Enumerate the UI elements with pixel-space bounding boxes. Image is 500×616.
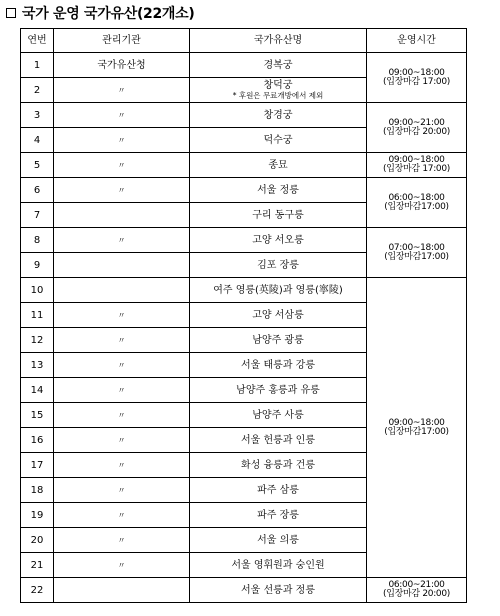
heritage-name-text: 고양 서오릉 [252,234,304,246]
row-number: 6 [21,178,54,203]
col-header-manager: 관리기관 [54,29,190,53]
heritage-note: * 후원은 무료개방에서 제외 [232,91,324,100]
heritage-name [190,478,367,503]
heritage-name [190,278,367,303]
row-number: 22 [21,578,54,603]
hours-last-entry: (입장마감17:00) [384,201,449,212]
heritage-name-text: 서울 영휘원과 숭인원 [231,559,325,571]
row-number: 15 [21,403,54,428]
table-header-row [21,29,467,53]
heritage-name [190,128,367,153]
row-number: 14 [21,378,54,403]
heritage-name-text: 남양주 광릉 [252,334,304,346]
hours-time: 09:00~18:00 [388,417,445,428]
heritage-name [190,403,367,428]
operating-hours [367,278,467,578]
managing-agency: 〃 [54,178,190,203]
hours-time: 06:00~18:00 [388,192,445,203]
hours-time: 09:00~18:00 [388,155,445,165]
managing-agency [54,203,190,228]
row-number: 10 [21,278,54,303]
heritage-name [190,503,367,528]
heritage-name [190,328,367,353]
row-number: 18 [21,478,54,503]
heritage-name-text: 종묘 [268,159,288,171]
managing-agency: 〃 [54,528,190,553]
heritage-name-text: 서울 헌릉과 인릉 [241,434,315,446]
heritage-name [190,428,367,453]
table-row [21,153,467,178]
heritage-name [190,353,367,378]
heritage-name-text: 서울 정릉 [257,184,299,196]
managing-agency: 〃 [54,128,190,153]
hours-time: 09:00~18:00 [388,67,445,78]
heritage-name [190,53,367,78]
row-number: 13 [21,353,54,378]
hours-last-entry: (입장마감 17:00) [383,76,450,87]
hours-last-entry: (입장마감17:00) [384,251,449,262]
col-header-no: 연번 [21,29,54,53]
heritage-name [190,578,367,603]
heritage-name [190,303,367,328]
hours-time: 06:00~21:00 [388,580,445,590]
checkbox-square-icon [6,8,16,18]
managing-agency [54,278,190,303]
table-row [21,578,467,603]
row-number: 2 [21,78,54,103]
table-body [21,53,467,603]
operating-hours [367,53,467,103]
row-number: 4 [21,128,54,153]
row-number: 3 [21,103,54,128]
hours-last-entry: (입장마감 17:00) [383,164,450,174]
row-number: 1 [21,53,54,78]
heritage-name [190,153,367,178]
row-number: 17 [21,453,54,478]
managing-agency: 〃 [54,103,190,128]
managing-agency: 〃 [54,228,190,253]
heritage-name-text: 서울 태릉과 강릉 [241,359,315,371]
managing-agency: 〃 [54,353,190,378]
heritage-name-text: 남양주 홍릉과 유릉 [236,384,320,396]
operating-hours [367,578,467,603]
heritage-name-text: 고양 서삼릉 [252,309,304,321]
managing-agency: 〃 [54,453,190,478]
operating-hours [367,228,467,278]
heading-text: 국가 운영 국가유산(22개소) [22,6,195,22]
row-number: 11 [21,303,54,328]
section-heading [6,3,194,23]
managing-agency: 〃 [54,428,190,453]
heritage-name-text: 파주 장릉 [257,509,299,521]
col-header-hours: 운영시간 [367,29,467,53]
heritage-name-text: 화성 융릉과 건릉 [241,459,315,471]
heritage-name [190,78,367,103]
hours-last-entry: (입장마감 20:00) [383,589,450,599]
managing-agency: 〃 [54,328,190,353]
col-header-heritage-name: 국가유산명 [190,29,367,53]
heritage-name-text: 김포 장릉 [257,259,299,271]
managing-agency: 〃 [54,478,190,503]
managing-agency: 국가유산청 [54,53,190,78]
table-row [21,103,467,128]
heritage-name [190,528,367,553]
heritage-name-text: 창경궁 [263,109,293,121]
heritage-name [190,228,367,253]
heritage-name-text: 여주 영릉(英陵)과 영릉(寧陵) [213,284,343,296]
heritage-table [20,28,467,603]
managing-agency: 〃 [54,153,190,178]
hours-last-entry: (입장마감17:00) [384,426,449,437]
table-row [21,228,467,253]
row-number: 16 [21,428,54,453]
managing-agency: 〃 [54,378,190,403]
row-number: 21 [21,553,54,578]
managing-agency: 〃 [54,403,190,428]
row-number: 8 [21,228,54,253]
managing-agency: 〃 [54,78,190,103]
heritage-name [190,378,367,403]
operating-hours [367,103,467,153]
heritage-name-text: 서울 의릉 [257,534,299,546]
heritage-name [190,203,367,228]
hours-last-entry: (입장마감 20:00) [383,126,450,137]
heritage-name [190,253,367,278]
managing-agency: 〃 [54,503,190,528]
operating-hours [367,178,467,228]
heritage-name-text: 경복궁 [263,59,293,71]
heritage-name [190,103,367,128]
table-row [21,278,467,303]
heritage-name-text: 남양주 사릉 [252,409,304,421]
heritage-name [190,553,367,578]
row-number: 7 [21,203,54,228]
heritage-name [190,178,367,203]
managing-agency: 〃 [54,303,190,328]
managing-agency: 〃 [54,553,190,578]
heritage-name-text: 서울 선릉과 정릉 [241,584,315,596]
row-number: 9 [21,253,54,278]
table-row [21,178,467,203]
heritage-name-text: 파주 삼릉 [257,484,299,496]
heritage-name [190,453,367,478]
row-number: 12 [21,328,54,353]
heritage-name-text: 창덕궁 [263,80,293,91]
row-number: 19 [21,503,54,528]
operating-hours [367,153,467,178]
table-row [21,53,467,78]
hours-time: 07:00~18:00 [388,242,445,253]
managing-agency [54,578,190,603]
row-number: 20 [21,528,54,553]
row-number: 5 [21,153,54,178]
hours-time: 09:00~21:00 [388,117,445,128]
heritage-name-text: 덕수궁 [263,134,293,146]
heritage-name-text: 구리 동구릉 [252,209,304,221]
managing-agency [54,253,190,278]
